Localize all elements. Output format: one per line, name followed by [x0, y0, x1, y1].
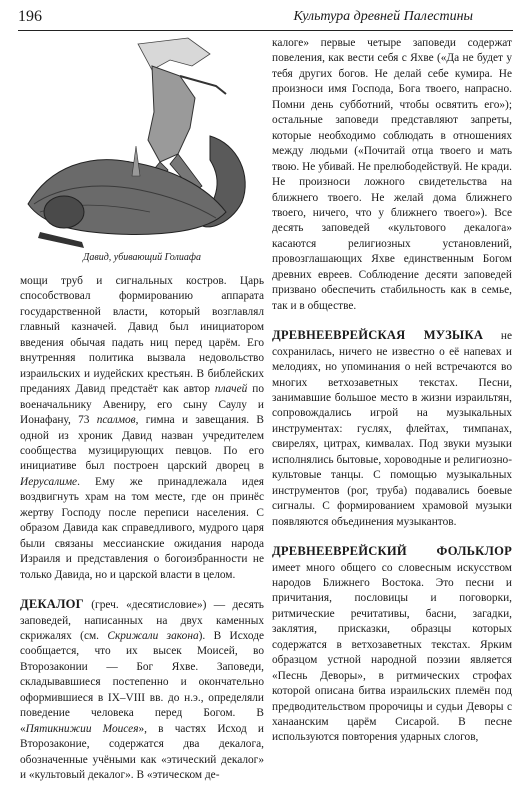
text-run: . Ему же принадлежала идея воздвигнуть храм на том месте, где он принёс жертву Господу после переписи населения. С образом Давида как справедливого, мудрого царя были связаны мессианские ожидания народа Израиля и представления о богоизбранности не только Давида, но и царской власти в целом. — [20, 475, 264, 581]
david-article-continuation — [20, 274, 264, 583]
text-run: ). В Исходе сообщается, что их высек Моисей, во Второзаконии — Бог Яхве. Заповеди, складывавшиеся постепенно и окончательно оформившиеся в IX–VIII вв. до н.э., определяли поведение человека перед Богом. В « — [20, 629, 264, 735]
figure-caption: Давид, убивающий Голиафа — [83, 252, 201, 263]
running-title: Культура древней Палестины — [293, 9, 473, 24]
folklore-article — [272, 544, 512, 746]
page-number: 196 — [18, 8, 42, 25]
text-run: », в частях Исход и Второзаконие, содержатся два декалога, обозначенные учёными как «этический декалог» и «культовый декалог». В «этическом де- — [20, 722, 264, 782]
article-headword: ДЕКАЛОГ — [20, 597, 84, 612]
decalog-article — [20, 597, 264, 783]
text-run-italic: псалмов — [96, 414, 136, 427]
text-run-italic: Иерусалиме — [20, 475, 78, 488]
text-run: не сохранилась, ничего не известно о её напевах и мелодиях, но упоминания о ней встречаются во многих ветхозаветных текстах. Песни, занимавшие большое место в жизни израильтян, сопровождались игрой на музыкальных инструментах: гуслях, флейтах, тимпанах, свирелях, цитрах, кимвалах. Под звуки музыки исполнялись бытовые, хороводные и религиозно-культовые танцы. С помощью музыкальных инструментов (рог, труба) подавались боевые сигналы. С формированием храмовой музыки появляются объединения музыкантов. — [272, 330, 512, 528]
text-run-italic: плачей — [214, 383, 248, 396]
text-run-italic: Скрижали закона — [107, 629, 199, 642]
text-run: имеет много общего со словесным искусством народов Ближнего Востока. Это песни и причитания, пословицы и поговорки, ритмические речитативы, басни, загадки, заклятия, присказки, образцы которых содержатся в ветхозаветных текстах. Ярким образцом устной народной поэзии является «Песнь Деворы», в ритмических строфах которой описана битва израильских племён под предводительством пророчицы и судьи Деворы с ханаанским царём Сисарой. В песне используются повторения ударных слогов, — [272, 561, 512, 744]
right-column — [272, 36, 512, 746]
page-header — [18, 8, 513, 31]
music-article — [272, 328, 512, 530]
decalog-article-continuation: калоге» первые четыре заповеди содержат повеления, как вести себя с Яхве («Да не будет у тебя других богов. Не делай себе кумира. Не произноси имя Господа, Бога твоего, напрасно. Помни день субботний, чтобы освятить его»); остальные заповеди представляют запреты, которые необходимо соблюдать в отношениях между людьми («Почитай отца твоего и мать твою. Не убивай. Не прелюбодействуй. Не кради. Не произноси ложного свидетельства на ближнего твоего. Не желай дома ближнего твоего, ничего, что у ближнего твоего»). Все десять заповедей «культового декалога» касаются религиозных установлений, провозглашающих Яхве единственным Богом древних евреев. Соблюдение десяти заповедей призвано обеспечить стабильность как в семье, так и в обществе. — [272, 37, 512, 312]
figure — [20, 36, 264, 270]
text-run: , гимна и завещания. В одной из хроник Давид назван учредителем сообщества музицирующих певцов. По его инициативе был построен царский дворец в — [20, 414, 264, 473]
text-run: мощи труб и сигнальных костров. Царь способствовал формированию аппарата государственной власти, который возглавлял главный казначей. Давид был инициатором введения обычая падать ниц перед царём. Его внутренняя политика вызвала недовольство израильских и иудейских крестьян. В библейских преданиях Давид предстаёт как автор — [20, 275, 264, 396]
text-run: (греч. «десятисловие») — десять заповедей, написанных на двух каменных скрижалях (см. — [20, 599, 264, 642]
article-headword: ДРЕВНЕЕВРЕЙСКИЙ ФОЛЬКЛОР — [272, 544, 512, 559]
article-headword: ДРЕВНЕЕВРЕЙСКАЯ МУЗЫКА — [272, 328, 484, 343]
text-run-italic: Пятикнижии Моисея — [25, 722, 139, 735]
david-goliath-engraving — [20, 36, 264, 250]
text-run: по военачальнику Авениру, его сыну Саулу и Ионафану, 73 — [20, 383, 264, 427]
left-column — [20, 36, 264, 784]
